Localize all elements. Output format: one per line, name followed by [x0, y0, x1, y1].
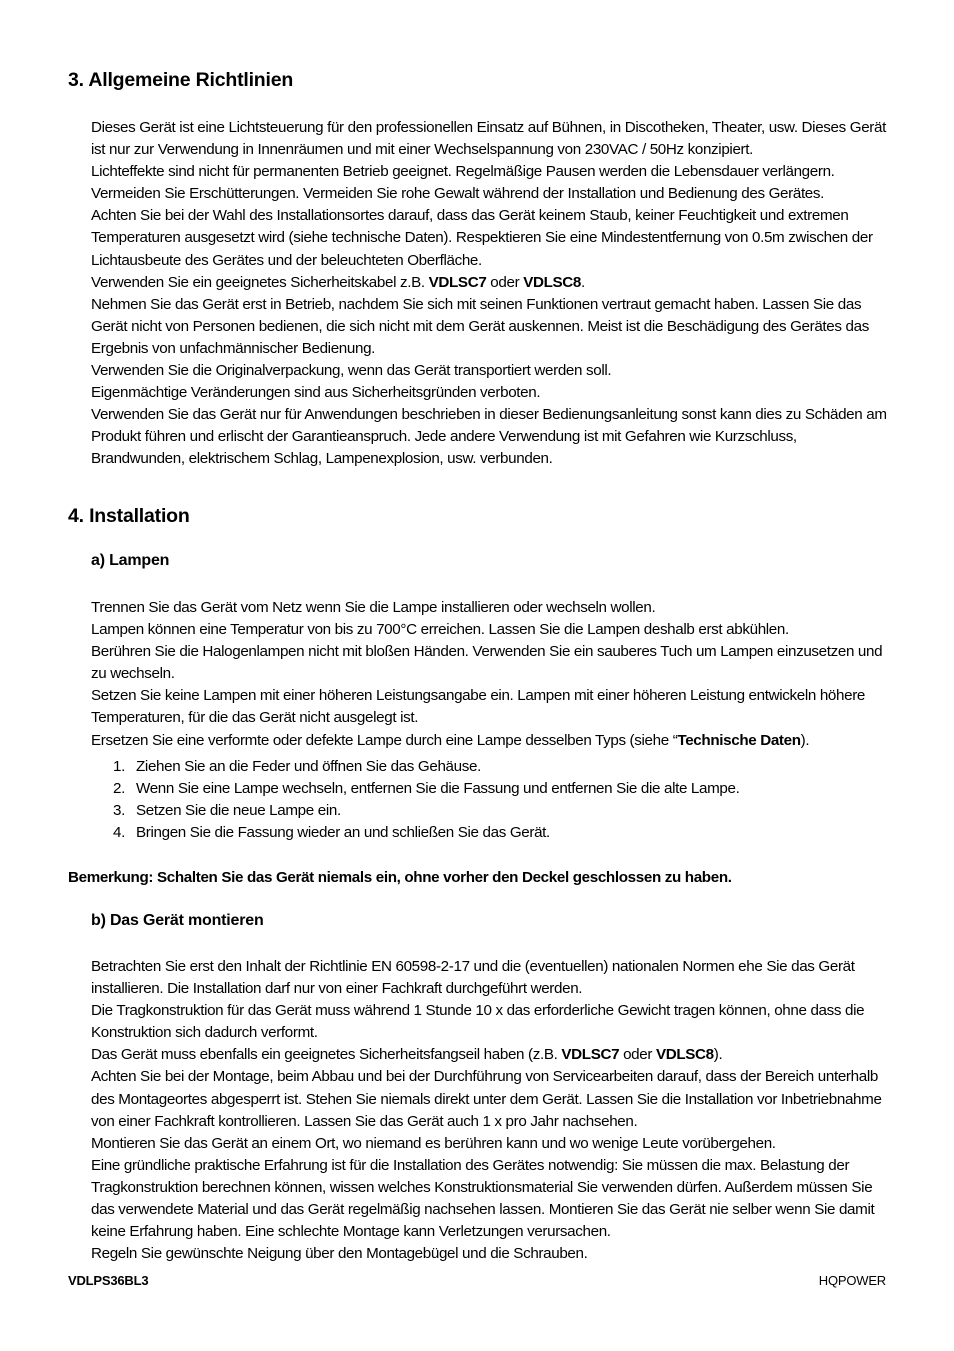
section-3-body — [91, 117, 891, 471]
footer-brand: HQPOWER — [818, 1273, 886, 1288]
remark-note: Bemerkung: Schalten Sie das Gerät niemals ein, ohne vorher den Deckel geschlossen zu haben. — [68, 869, 732, 886]
step-number: 1. — [113, 758, 125, 775]
paragraph: Lampen können eine Temperatur von bis zu 700°C erreichen. Lassen Sie die Lampen deshalb erst abkühlen. — [91, 621, 789, 639]
section-3-heading: 3. Allgemeine Richtlinien — [68, 69, 294, 91]
paragraph: Berühren Sie die Halogenlampen nicht mit bloßen Händen. Verwenden Sie ein sauberes Tuch um Lampen einzusetzen und zu wechseln. — [91, 643, 883, 683]
text: Das Gerät muss ebenfalls ein geeignetes Sicherheitsfangseil haben (z.B. — [91, 1046, 562, 1064]
paragraph: Regeln Sie gewünschte Neigung über den Montagebügel und die Schrauben. — [91, 1245, 588, 1263]
subsection-b-heading: b) Das Gerät montieren — [91, 912, 264, 929]
paragraph: Vermeiden Sie Erschütterungen. Vermeiden Sie rohe Gewalt während der Installation und Bedienung des Gerätes. — [91, 185, 825, 203]
text: oder — [619, 1046, 656, 1064]
step-text: Setzen Sie die neue Lampe ein. — [136, 802, 341, 819]
paragraph: Setzen Sie keine Lampen mit einer höheren Leistungsangabe ein. Lampen mit einer höheren Leistung entwickeln höhere Temperaturen, für die das Gerät nicht ausgelegt ist. — [91, 687, 866, 727]
paragraph: Montieren Sie das Gerät an einem Ort, wo niemand es berühren kann und wo wenige Leute vorübergehen. — [91, 1134, 776, 1152]
list-item — [91, 800, 740, 822]
paragraph: Nehmen Sie das Gerät erst in Betrieb, nachdem Sie sich mit seinen Funktionen vertraut gemacht haben. Lassen Sie das Gerät nicht von Personen bedienen, die sich nicht mit dem Gerät auskennen. Meist ist die Beschädigung des Gerätes das Ergebnis von unfachmännischer Bedienung. — [91, 295, 869, 357]
step-text: Ziehen Sie an die Feder und öffnen Sie das Gehäuse. — [136, 758, 481, 775]
subsection-a-heading: a) Lampen — [91, 552, 170, 569]
text: Ersetzen Sie eine verformte oder defekte Lampe durch eine Lampe desselben Typs (siehe “ — [91, 731, 678, 749]
paragraph: Eine gründliche praktische Erfahrung ist für die Installation des Gerätes notwendig: Sie müssen die max. Belastung der Tragkonstruktion berechnen können, wissen welches Konstruktionsmaterial Sie verwenden dürfen. Außerdem müssen Sie das verwendete Material und das Gerät regelmäßig nachsehen lassen. Montieren Sie das Gerät nie selber wenn Sie damit keine Erfahrung haben. Eine schlechte Montage kann Verletzungen verursachen. — [91, 1156, 875, 1241]
subsection-a-body — [91, 597, 891, 752]
text: Verwenden Sie ein geeignetes Sicherheitskabel z.B. — [91, 273, 429, 291]
paragraph: Achten Sie bei der Montage, beim Abbau und bei der Durchführung von Servicearbeiten darauf, dass der Bereich unterhalb des Montageortes abgesperrt ist. Stehen Sie niemals direkt unter dem Gerät. Lassen Sie die Installation vor Inbetriebnahme von einer Fachkraft kontrollieren. Lassen Sie das Gerät auch 1 x pro Jahr nachsehen. — [91, 1068, 882, 1130]
text: ). — [800, 731, 810, 749]
reference: Technische Daten — [677, 731, 801, 749]
paragraph: Verwenden Sie die Originalverpackung, wenn das Gerät transportiert werden soll. — [91, 362, 612, 380]
text: oder — [486, 273, 524, 291]
list-item — [91, 822, 740, 844]
paragraph: Betrachten Sie erst den Inhalt der Richtlinie EN 60598-2-17 und die (eventuellen) nationalen Normen ehe Sie das Gerät installieren. Die Installation darf nur von einer Fachkraft durchgeführt werden. — [91, 958, 855, 998]
paragraph: Achten Sie bei der Wahl des Installationsortes darauf, dass das Gerät keinem Staub, keiner Feuchtigkeit und extremen Temperaturen ausgesetzt wird (siehe technische Daten). Respektieren Sie eine Mindestentfernung von 0.5m zwischen der Lichtausbeute des Gerätes und der beleuchteten Oberfläche. — [91, 207, 873, 269]
step-text: Bringen Sie die Fassung wieder an und schließen Sie das Gerät. — [136, 824, 550, 841]
paragraph: Verwenden Sie das Gerät nur für Anwendungen beschrieben in dieser Bedienungsanleitung sonst kann dies zu Schäden am Produkt führen und erlischt der Garantieanspruch. Jede andere Verwendung ist mit Gefahren wie Kurzschluss, Brandwunden, elektrischem Schlag, Lampenexplosion, usw. verbunden. — [91, 406, 887, 468]
paragraph: Trennen Sie das Gerät vom Netz wenn Sie die Lampe installieren oder wechseln wollen. — [91, 599, 656, 616]
step-number: 2. — [113, 780, 125, 797]
list-item — [91, 756, 740, 778]
product-code: VDLSC7 — [561, 1046, 620, 1064]
paragraph — [91, 730, 891, 752]
paragraph: Die Tragkonstruktion für das Gerät muss während 1 Stunde 10 x das erforderliche Gewicht tragen können, ohne dass die Konstruktion sich dadurch verformt. — [91, 1002, 865, 1042]
list-item — [91, 778, 740, 800]
step-number: 4. — [113, 824, 125, 841]
paragraph: Dieses Gerät ist eine Lichtsteuerung für den professionellen Einsatz auf Bühnen, in Discotheken, Theater, usw. Dieses Gerät ist nur zur Verwendung in Innenräumen und mit einer Wechselspannung von 230VAC / 50Hz konzipiert. — [91, 119, 886, 159]
lamp-steps-list — [91, 756, 740, 844]
footer-model-code: VDLPS36BL3 — [68, 1273, 149, 1288]
paragraph: Eigenmächtige Veränderungen sind aus Sicherheitsgründen verboten. — [91, 384, 541, 402]
step-text: Wenn Sie eine Lampe wechseln, entfernen Sie die Fassung und entfernen Sie die alte Lampe. — [136, 780, 740, 797]
product-code: VDLSC8 — [655, 1046, 714, 1064]
section-4-heading: 4. Installation — [68, 505, 190, 527]
step-number: 3. — [113, 802, 125, 819]
subsection-b-body — [91, 956, 891, 1265]
text: ). — [713, 1046, 723, 1064]
paragraph — [91, 1044, 891, 1066]
paragraph — [91, 272, 891, 294]
product-code: VDLSC8 — [523, 273, 582, 291]
paragraph: Lichteffekte sind nicht für permanenten Betrieb geeignet. Regelmäßige Pausen werden die Lebensdauer verlängern. — [91, 163, 835, 181]
product-code: VDLSC7 — [428, 273, 487, 291]
text: . — [581, 273, 585, 291]
